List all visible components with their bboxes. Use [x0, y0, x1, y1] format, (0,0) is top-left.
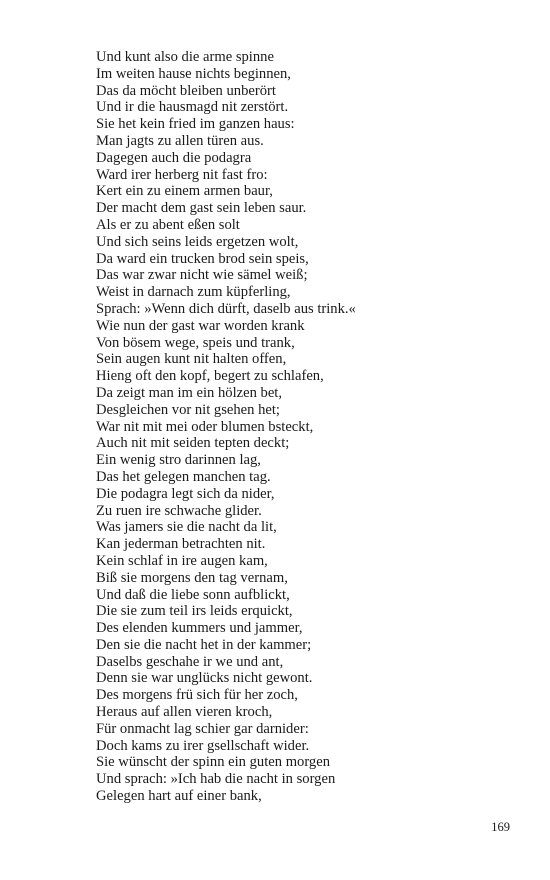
poem-line: Doch kams zu irer gsellschaft wider. [96, 737, 310, 754]
poem-line: Man jagts zu allen türen aus. [96, 132, 264, 149]
poem-line: Den sie die nacht het in der kammer; [96, 636, 312, 653]
poem-line: Und daß die liebe sonn aufblickt, [96, 586, 290, 603]
poem-line: Das het gelegen manchen tag. [96, 468, 271, 485]
poem-line: Sein augen kunt nit halten offen, [96, 351, 287, 368]
poem-line: Als er zu abent eßen solt [96, 216, 240, 233]
poem-line: Sie wünscht der spinn ein guten morgen [96, 754, 331, 771]
poem-line: Im weiten hause nichts beginnen, [96, 65, 291, 82]
poem-line: Ein wenig stro darinnen lag, [96, 452, 261, 469]
poem-line: Und sprach: »Ich hab die nacht in sorgen [96, 771, 336, 788]
poem-line: Heraus auf allen vieren kroch, [96, 704, 273, 721]
poem-line: Kert ein zu einem armen baur, [96, 183, 273, 200]
poem-line: Sie het kein fried im ganzen haus: [96, 116, 295, 133]
poem-line: Weist in darnach zum küpferling, [96, 284, 291, 301]
poem-line: Biß sie morgens den tag vernam, [96, 569, 288, 586]
poem-line: Wie nun der gast war worden krank [96, 317, 305, 334]
poem-line: Da ward ein trucken brod sein speis, [96, 250, 309, 267]
poem-line: Und kunt also die arme spinne [96, 49, 274, 65]
poem-line: Des elenden kummers und jammer, [96, 620, 303, 637]
poem-line: Dagegen auch die podagra [96, 149, 252, 166]
poem-line: Zu ruen ire schwache glider. [96, 502, 262, 519]
poem-line: Des morgens frü sich für her zoch, [96, 687, 298, 704]
poem-line: Das da möcht bleiben unberört [96, 82, 276, 99]
poem-line: Da zeigt man im ein hölzen bet, [96, 384, 283, 401]
poem-line: Daselbs geschahe ir we und ant, [96, 653, 284, 670]
poem-line: Gelegen hart auf einer bank, [96, 788, 262, 805]
poem-line: Desgleichen vor nit gsehen het; [96, 401, 280, 418]
poem-line: Kan jederman betrachten nit. [96, 536, 266, 553]
poem-line: Ward irer herberg nit fast fro: [96, 166, 268, 183]
poem-line: War nit mit mei oder blumen bsteckt, [96, 418, 314, 435]
poem-line: Denn sie war unglücks nicht gewont. [96, 670, 313, 687]
poem-line: Sprach: »Wenn dich dürft, daselb aus trink.« [96, 300, 356, 317]
poem-text [96, 49, 356, 805]
poem-line: Kein schlaf in ire augen kam, [96, 552, 268, 569]
poem-line: Das war zwar nicht wie sämel weiß; [96, 267, 308, 284]
poem-line: Und ir die hausmagd nit zerstört. [96, 99, 289, 116]
poem-line: Was jamers sie die nacht da lit, [96, 519, 277, 536]
poem-line: Von bösem wege, speis und trank, [96, 334, 295, 351]
poem-line: Und sich seins leids ergetzen wolt, [96, 233, 299, 250]
poem-line: Hieng oft den kopf, begert zu schlafen, [96, 368, 324, 385]
poem-line: Auch nit mit seiden tepten deckt; [96, 435, 290, 452]
page-number: 169 [491, 820, 510, 834]
poem-line: Die sie zum teil irs leids erquickt, [96, 603, 293, 620]
poem-line: Für onmacht lag schier gar darnider: [96, 720, 309, 737]
poem-line: Die podagra legt sich da nider, [96, 485, 275, 502]
poem-line: Der macht dem gast sein leben saur. [96, 200, 307, 217]
